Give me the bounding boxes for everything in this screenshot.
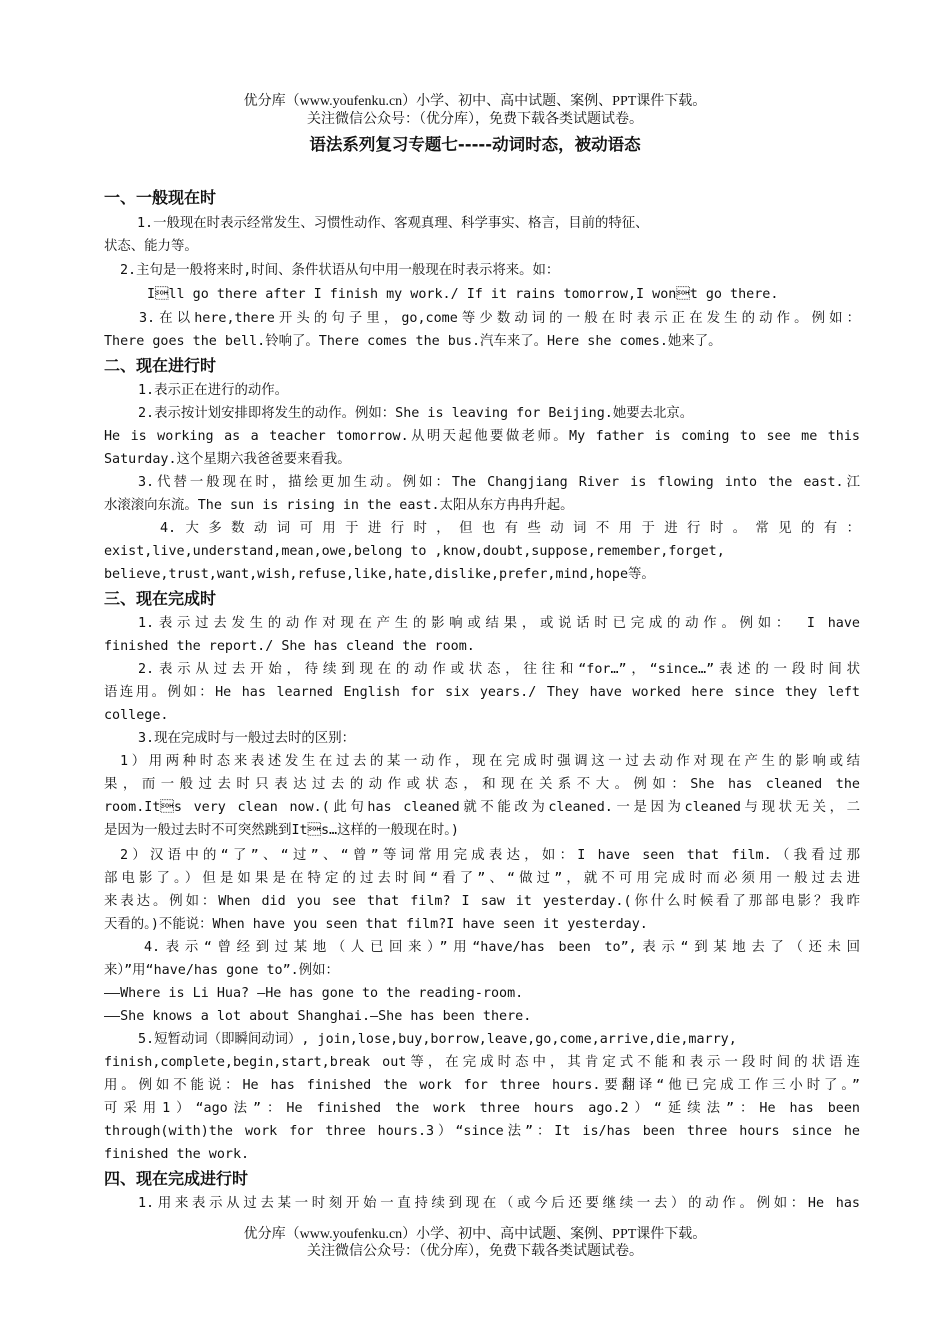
text-line: 4.表示“曾经到过某地（人已回来）”用“have/has been to”,表示“到某地去了（还未回 [144,940,860,955]
text-line: 2.主句是一般将来时,时间、条件状语从句中用一般现在时表示将来。如： [120,263,560,278]
text-line: 3.现在完成时与一般过去时的区别： [138,731,355,746]
section-heading-4: 四、现在完成进行时 [104,1169,249,1188]
text-line: finished the report./ She has cleand the room. [104,639,475,654]
document-title: 语法系列复习专题七-----动词时态，被动语态 [309,135,641,154]
text-line: 5.短暂动词（即瞬间动词）, join,lose,buy,borrow,leave,go,come,arrive,die,marry, [138,1032,737,1047]
text-line: He is working as a teacher tomorrow.从明天起他要做老师。My father is coming to see me this [104,429,860,444]
text-line: believe,trust,want,wish,refuse,like,hate,dislike,prefer,mind,hope等。 [104,567,655,582]
text-line: college. [104,708,169,723]
text-line: 是因为一般过去时不可突然跳到Its…这样的一般现在时。) [104,823,459,838]
text-line: 水滚滚向东流。The sun is rising in the east.太阳从东方冉冉升起。 [104,498,574,513]
text-line: 语连用。例如：He has learned English for six years./ They have worked here since they left [104,685,860,700]
footer-line-1: 优分库（www.youfenku.cn）小学、初中、高中试题、案例、PPT课件下载。 [243,1227,707,1242]
text-line: finished the work. [104,1147,250,1162]
text-line: There goes the bell.铃响了。There comes the bus.汽车来了。Here she comes.她来了。 [104,334,722,349]
text-line: 2.表示按计划安排即将发生的动作。例如：She is leaving for Beijing.她要去北京。 [138,406,694,421]
text-line: ——She knows a lot about Shanghai.—She has been there. [104,1009,532,1024]
text-line: 用。例如不能说：He has finished the work for three hours.要翻译“他已完成工作三小时了。” [104,1078,860,1093]
text-line: through(with)the work for three hours.3）“since法”：It is/has been three hours since he [104,1124,860,1139]
text-line: 天看的。)不能说：When have you seen that film?I have seen it yesterday. [104,917,648,932]
section-heading-2: 二、现在进行时 [104,356,217,375]
text-line: 部电影了。）但是如果是在特定的过去时间“看了”、“做过”，就不可用完成时而必须用一般过去进 [104,871,860,886]
section-heading-1: 一、一般现在时 [104,188,217,207]
footer-line-2: 关注微信公众号：（优分库），免费下载各类试题试卷。 [307,1244,643,1259]
text-line: Saturday.这个星期六我爸爸要来看我。 [104,452,351,467]
text-line: 1.用来表示从过去某一时刻开始一直持续到现在（或今后还要继续一去）的动作。例如：He has [138,1196,860,1211]
text-line: 2）汉语中的“了”、“过”、“曾”等词常用完成表达，如：I have seen that film.（我看过那 [120,848,860,863]
header-line-1: 优分库（www.youfenku.cn）小学、初中、高中试题、案例、PPT课件下载。 [243,94,707,109]
text-line: 1.表示过去发生的动作对现在产生的影响或结果，或说话时已完成的动作。例如： I have [138,616,860,631]
text-line: ——Where is Li Hua? —He has gone to the reading-room. [104,986,524,1001]
text-line: 3.在以here,there开头的句子里，go,come等少数动词的一般在时表示正在发生的动作。例如： [139,311,860,326]
text-line: 1）用两种时态来表述发生在过去的某一动作，现在完成时强调这一过去动作对现在产生的影响或结 [120,754,860,769]
text-line: Ill go there after I finish my work./ If it rains tomorrow,I wont go there. [147,287,779,302]
text-line: finish,complete,begin,start,break out等，在完成时态中，其肯定式不能和表示一段时间的状语连 [104,1055,860,1070]
text-line: 来表达。例如：When did you see that film? I saw it yesterday.(你什么时候看了那部电影？我昨 [104,894,860,909]
header-line-2: 关注微信公众号：（优分库），免费下载各类试题试卷。 [307,112,643,127]
section-heading-3: 三、现在完成时 [104,589,217,608]
text-line: 3.代替一般现在时，描绘更加生动。例如：The Changjiang River is flowing into the east.江 [138,475,860,490]
text-line: 状态、能力等。 [104,239,198,254]
text-line: room.Its very clean now.(此句has cleaned就不能改为cleaned.一是因为cleaned与现状无关，二 [104,800,860,815]
text-line: 来）”用“have/has gone to”.例如： [104,963,339,978]
text-line: 可采用1）“ago法”：He finished the work three hours ago.2）“延续法”：He has been [104,1101,860,1116]
text-line: 果，而一般过去时只表达过去的动作或状态，和现在关系不大。例如：She has cleaned the [104,777,860,792]
text-line: exist,live,understand,mean,owe,belong to ,know,doubt,suppose,remember,forget, [104,544,725,559]
text-line: 1.一般现在时表示经常发生、习惯性动作、客观真理、科学事实、格言，目前的特征、 [137,216,649,231]
text-line: 1.表示正在进行的动作。 [138,383,289,398]
text-line: 2.表示从过去开始，待续到现在的动作或状态，往往和“for…”，“since…”表述的一段时间状 [138,662,860,677]
text-line: 4.大多数动词可用于进行时，但也有些动词不用于进行时。常见的有： [160,521,860,536]
